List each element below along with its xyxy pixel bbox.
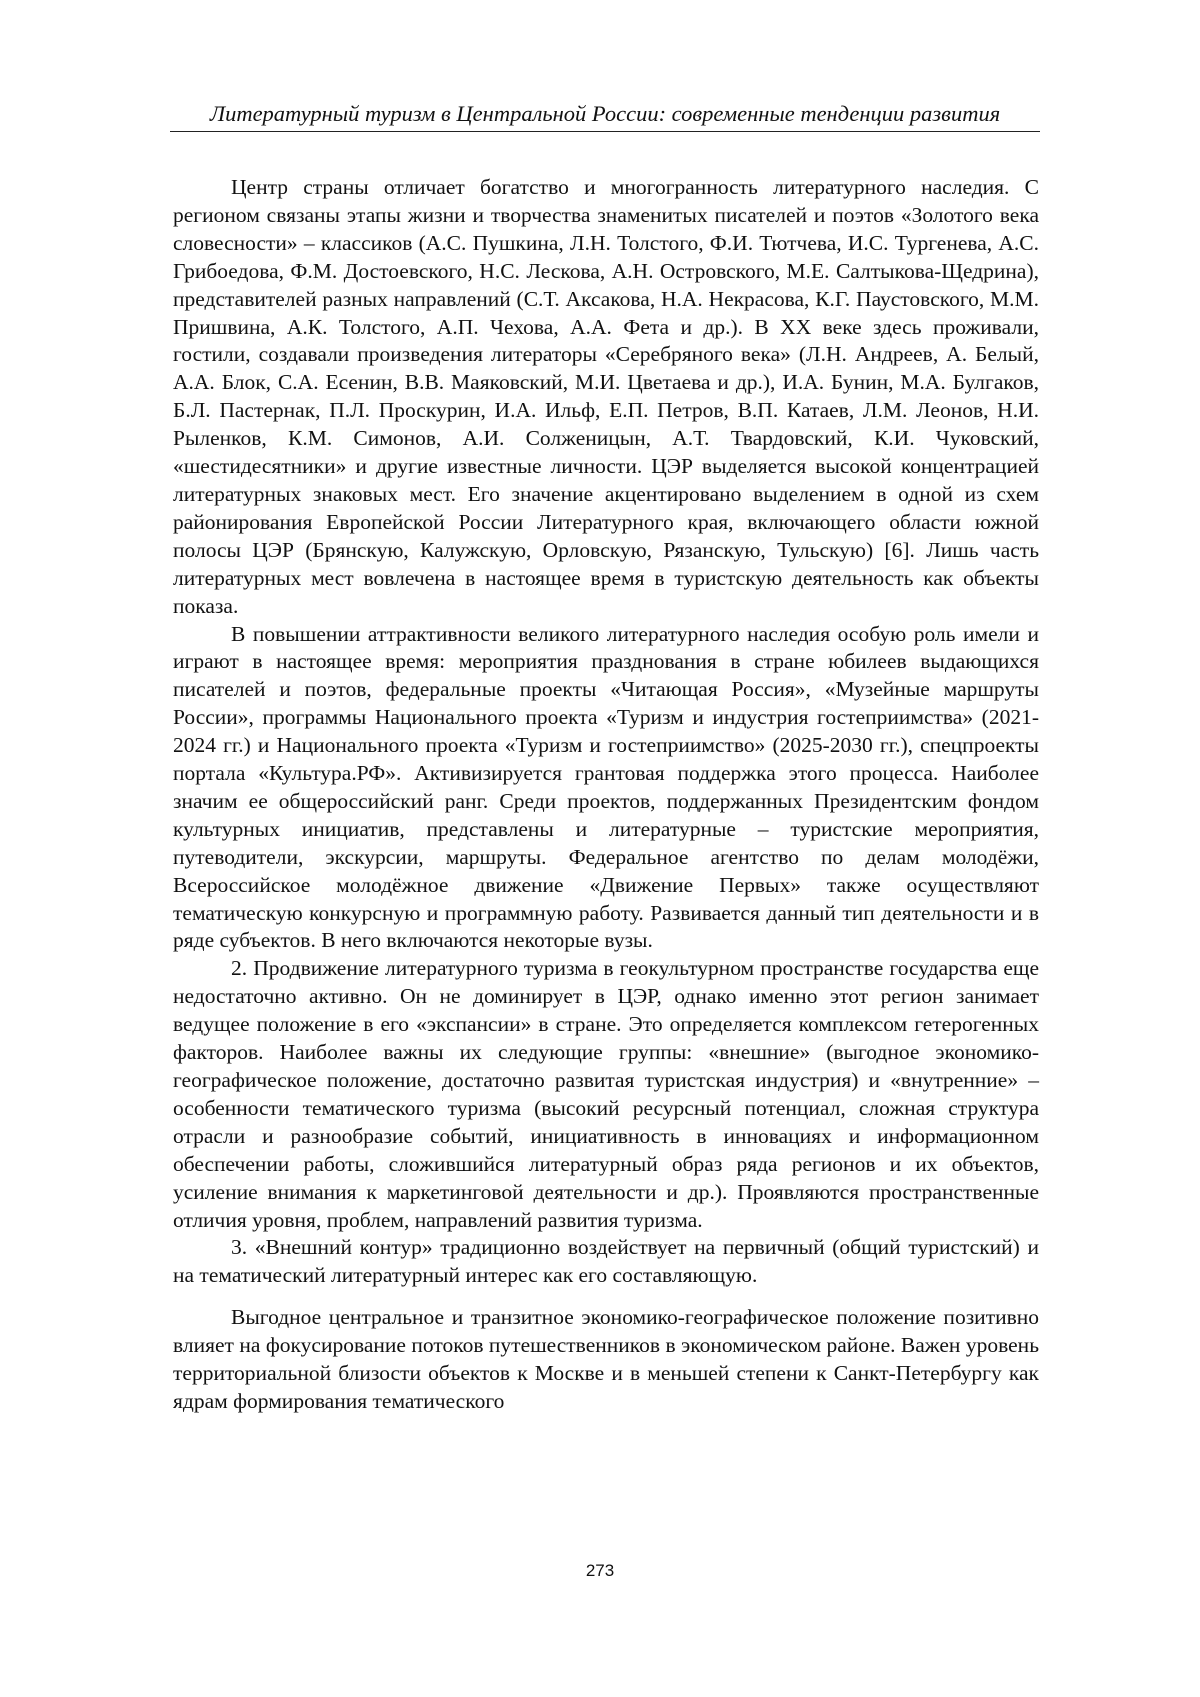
paragraph-point-2: 2. Продвижение литературного туризма в геокультурном пространстве государства еще недостаточно активно. Он не доминирует в ЦЭР, однако именно этот регион занимает ведущее положение в его «экспансии» в стране. Это определяется комплексом гетерогенных факторов. Наиболее важны их следующие группы: «внешние» (выгодное экономико-географическое положение, достаточно развитая туристская индустрия) и «внутренние» – особенности тематического туризма (высокий ресурсный потенциал, сложная структура отрасли и разнообразие событий, инициативность в инновациях и информационном обеспечении работы, сложившийся литературный образ ряда регионов и их объектов, усиление внимания к маркетинговой деятельности и др.). Проявляются пространственные отличия уровня, проблем, направлений развития туризма.	[173, 956, 1039, 1232]
article-body	[173, 174, 1039, 1416]
page-number: 273	[585, 1561, 615, 1580]
running-header-title: Литературный туризм в Центральной России: современные тенденции развития	[209, 101, 1001, 126]
paragraph-geographic-position: Выгодное центральное и транзитное экономико-географическое положение позитивно влияет на фокусирование потоков путешественников в экономическом районе. Важен уровень территориальной близости объектов к Москве и в меньшей степени к Санкт-Петербургу как ядрам формирования тематического	[173, 1305, 1039, 1413]
header-rule	[170, 131, 1040, 132]
paragraph-point-3: 3. «Внешний контур» традиционно воздействует на первичный (общий туристский) и на тематический литературный интерес как его составляющую.	[173, 1235, 1039, 1288]
paragraph-literary-heritage: Центр страны отличает богатство и многогранность литературного наследия. С регионом связаны этапы жизни и творчества знаменитых писателей и поэтов «Золотого века словесности» – классиков (А.С. Пушкина, Л.Н. Толстого, Ф.И. Тютчева, И.С. Тургенева, А.С. Грибоедова, Ф.М. Достоевского, Н.С. Лескова, А.Н. Островского, М.Е. Салтыкова-Щедрина), представителей разных направлений (С.Т. Аксакова, Н.А. Некрасова, К.Г. Паустовского, М.М. Пришвина, А.К. Толстого, А.П. Чехова, А.А. Фета и др.). В XX веке здесь проживали, гостили, создавали произведения литераторы «Серебряного века» (Л.Н. Андреев, А. Белый, А.А. Блок, С.А. Есенин, В.В. Маяковский, М.И. Цветаева и др.), И.А. Бунин, М.А. Булгаков, Б.Л. Пастернак, П.Л. Проскурин, И.А. Ильф, Е.П. Петров, В.П. Катаев, Л.М. Леонов, Н.И. Рыленков, К.М. Симонов, А.И. Солженицын, А.Т. Твардовский, К.И. Чуковский, «шестидесятники» и другие известные личности. ЦЭР выделяется высокой концентрацией литературных знаковых мест. Его значение акцентировано выделением в одной из схем районирования Европейской России Литературного края, включающего области южной полосы ЦЭР (Брянскую, Калужскую, Орловскую, Рязанскую, Тульскую) [6]. Лишь часть литературных мест вовлечена в настоящее время в туристскую деятельность как объекты показа.	[173, 175, 1039, 618]
paragraph-attractiveness: В повышении аттрактивности великого литературного наследия особую роль имели и играют в настоящее время: мероприятия празднования в стране юбилеев выдающихся писателей и поэтов, федеральные проекты «Читающая Россия», «Музейные маршруты России», программы Национального проекта «Туризм и индустрия гостеприимства» (2021-2024 гг.) и Национального проекта «Туризм и гостеприимство» (2025-2030 гг.), спецпроекты портала «Культура.РФ». Активизируется грантовая поддержка этого процесса. Наиболее значим ее общероссийский ранг. Среди проектов, поддержанных Президентским фондом культурных инициатив, представлены и литературные – туристские мероприятия, путеводители, экскурсии, маршруты. Федеральное агентство по делам молодёжи, Всероссийское молодёжное движение «Движение Первых» также осуществляют тематическую конкурсную и программную работу. Развивается данный тип деятельности и в ряде субъектов. В него включаются некоторые вузы.	[173, 621, 1039, 953]
